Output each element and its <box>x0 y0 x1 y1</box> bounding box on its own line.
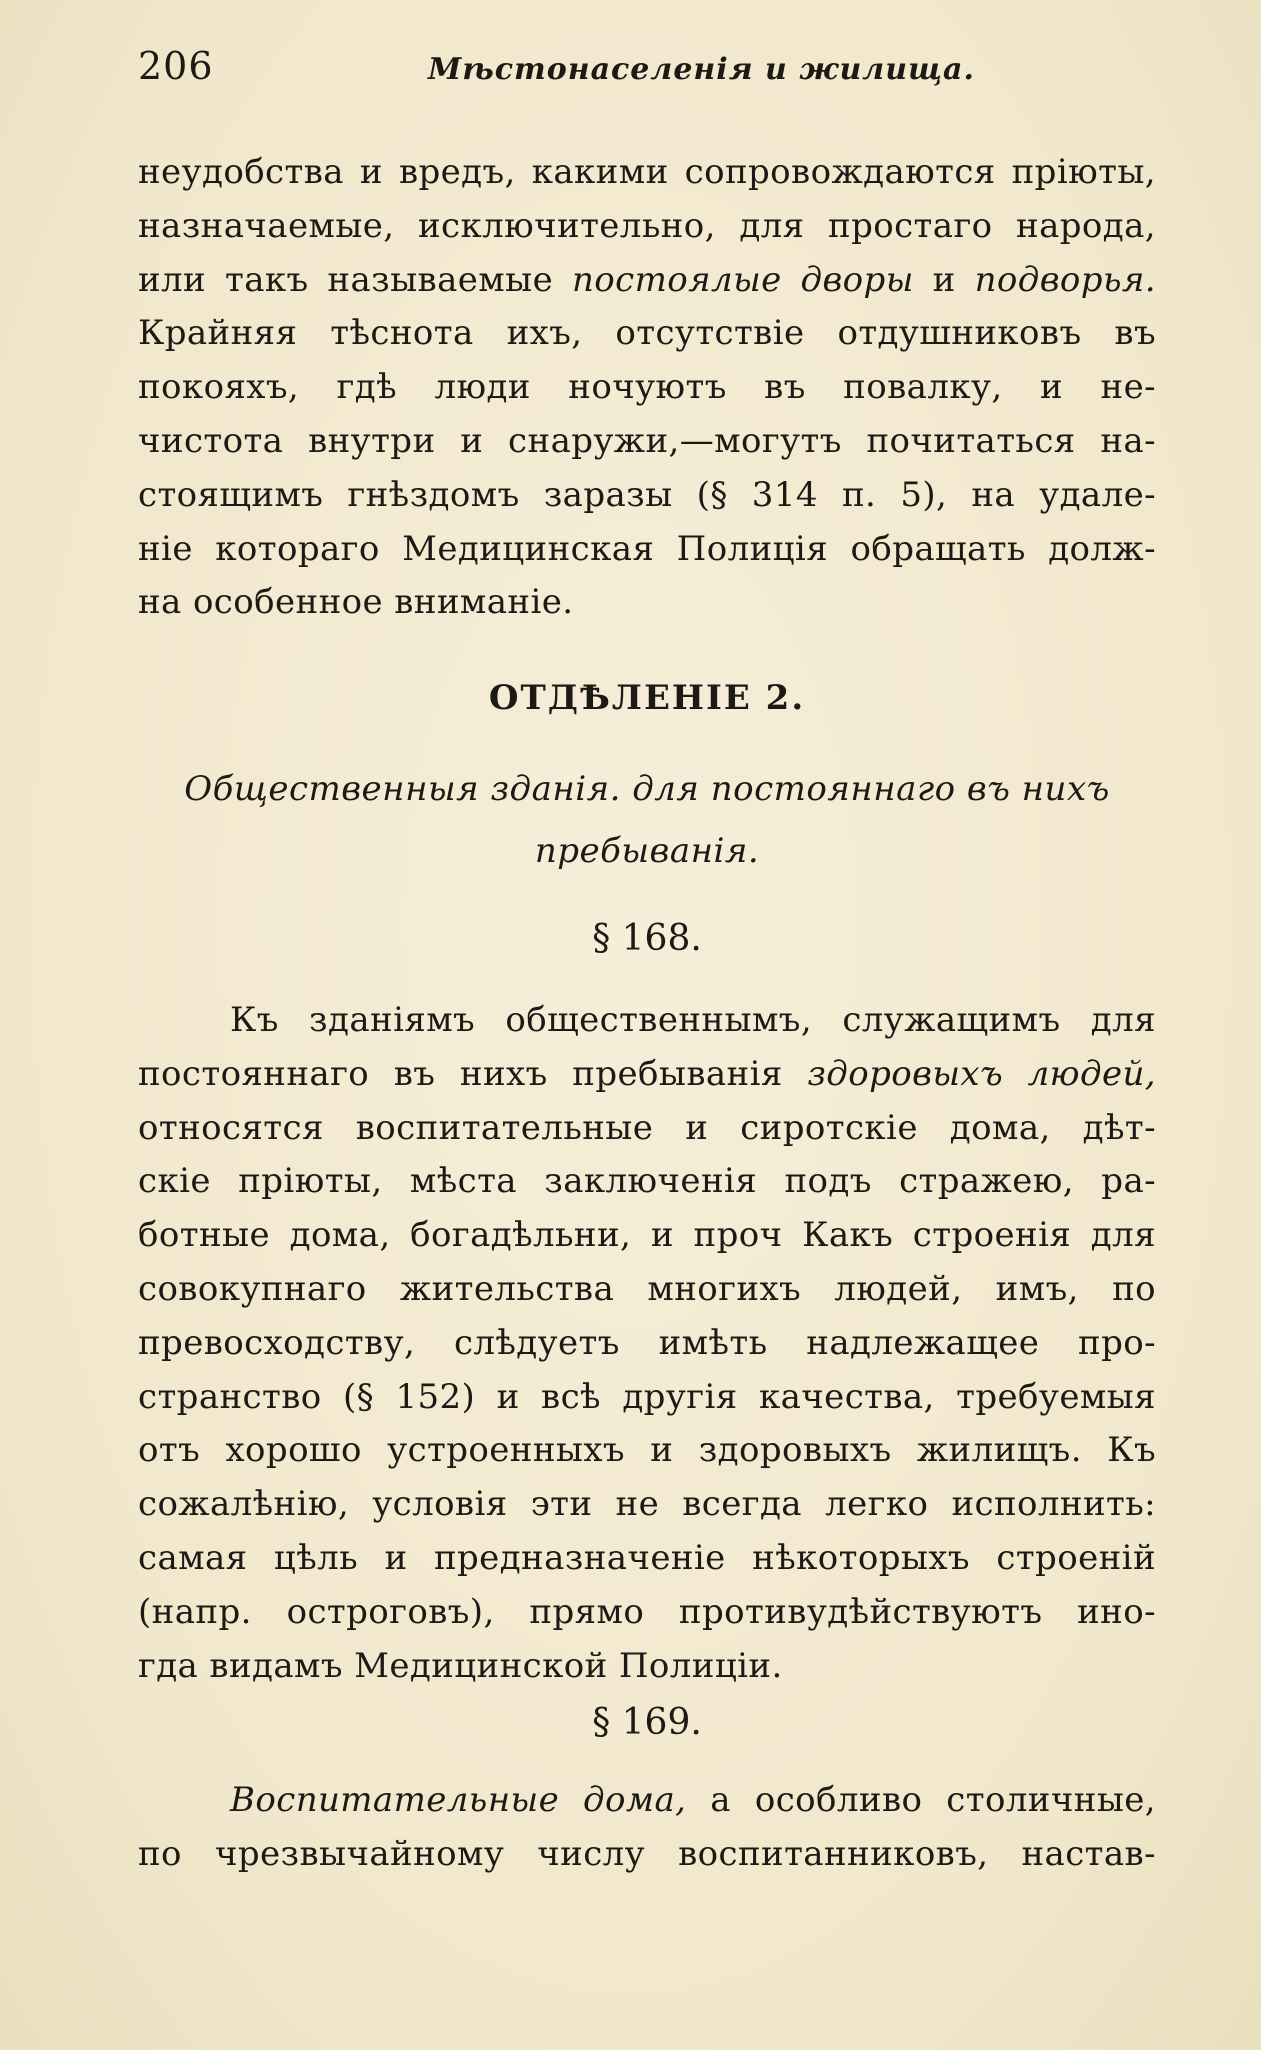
section-subtitle-line-2: пребыванія. <box>534 831 760 871</box>
text-span: и <box>913 259 975 300</box>
section-subtitle-line-1: Общественныя зданія. для постояннаго въ нихъ <box>184 769 1110 809</box>
text-span: постояннаго въ нихъ пребыванія <box>138 1053 808 1094</box>
text-line <box>138 1828 1156 1882</box>
section-heading: ОТДѢЛЕНІЕ 2. <box>488 678 806 718</box>
page-header <box>138 44 1158 104</box>
text-line <box>138 1317 1156 1371</box>
italic-text: здоровыхъ людей, <box>807 1053 1156 1094</box>
text-line <box>138 361 1156 415</box>
text-span: неудобства и вредъ, какими сопровождаются пріюты, <box>138 152 1156 192</box>
text-line <box>138 1586 1156 1640</box>
paragraph-169 <box>138 1774 1156 1882</box>
text-span: чистота внутри и снаружи,—могутъ почитаться на- <box>138 420 1156 461</box>
text-span: относятся воспитательные и сиротскіе дома, дѣт- <box>138 1107 1156 1148</box>
text-span: а особливо столичные, <box>686 1780 1156 1820</box>
text-line <box>138 1640 1156 1694</box>
text-line <box>138 1478 1156 1532</box>
text-line <box>138 1532 1156 1586</box>
text-line <box>138 1209 1156 1263</box>
text-span: по чрезвычайному числу воспитанниковъ, настав- <box>138 1833 1156 1874</box>
text-span: самая цѣль и предназначеніе нѣкоторыхъ строеній <box>138 1537 1156 1578</box>
text-line <box>138 1774 1156 1828</box>
text-span: назначаемые, исключительно, для простаго народа, <box>138 205 1156 246</box>
text-span: странство (§ 152) и всѣ другія качества, требуемыя <box>138 1376 1156 1417</box>
text-span: совокупнаго жительства многихъ людей, имъ, по <box>138 1268 1156 1309</box>
paragraph-top <box>138 146 1156 630</box>
text-line <box>138 1155 1156 1209</box>
section-subtitle <box>138 758 1156 882</box>
text-span: гда видамъ Медицинской Полиціи. <box>138 1645 783 1686</box>
running-head: Мѣстонаселенія и жилища. <box>428 52 975 87</box>
text-span: (напр. остроговъ), прямо противудѣйствуютъ ино- <box>138 1591 1156 1632</box>
text-span: или такъ называемые <box>138 259 572 300</box>
text-span: отъ хорошо устроенныхъ и здоровыхъ жилищъ. Къ <box>138 1430 1156 1471</box>
text-span: превосходству, слѣдуетъ имѣть надлежащее про- <box>138 1322 1156 1363</box>
text-line <box>138 523 1156 577</box>
paragraph-mark-168: § 168. <box>592 918 702 959</box>
text-line <box>138 469 1156 523</box>
text-line <box>138 1263 1156 1317</box>
text-span: скіе пріюты, мѣста заключенія подъ стражею, ра- <box>138 1161 1156 1202</box>
text-line <box>138 1102 1156 1156</box>
text-span: ніе котораго Медицинская Полиція обращать долж- <box>138 528 1156 569</box>
text-line <box>138 415 1156 469</box>
text-span: сожалѣнію, условія эти не всегда легко исполнить: <box>138 1484 1156 1525</box>
text-line <box>138 254 1156 308</box>
italic-text: подворья. <box>974 259 1156 300</box>
paragraph-mark-169: § 169. <box>592 1702 702 1743</box>
text-line <box>138 994 1156 1048</box>
text-line <box>138 307 1156 361</box>
paragraph-168 <box>138 994 1156 1693</box>
text-span: стоящимъ гнѣздомъ заразы (§ 314 п. 5), на удале- <box>138 474 1156 515</box>
italic-text: постоялые дворы <box>571 259 914 300</box>
page-number: 206 <box>138 44 214 88</box>
text-line <box>138 200 1156 254</box>
text-line <box>138 146 1156 200</box>
text-span: на особенное вниманіе. <box>138 582 574 623</box>
text-line <box>138 1424 1156 1478</box>
text-span: ботные дома, богадѣльни, и проч Какъ строенія для <box>138 1215 1156 1256</box>
text-span: Къ зданіямъ общественнымъ, служащимъ для <box>230 1000 1156 1040</box>
text-line <box>138 576 1156 630</box>
text-span: покояхъ, гдѣ люди ночуютъ въ повалку, и не- <box>138 367 1156 408</box>
italic-text: Воспитательные дома, <box>230 1780 687 1820</box>
text-line <box>138 1048 1156 1102</box>
text-line <box>138 1371 1156 1425</box>
text-span: Крайняя тѣснота ихъ, отсутствіе отдушниковъ въ <box>138 313 1156 354</box>
